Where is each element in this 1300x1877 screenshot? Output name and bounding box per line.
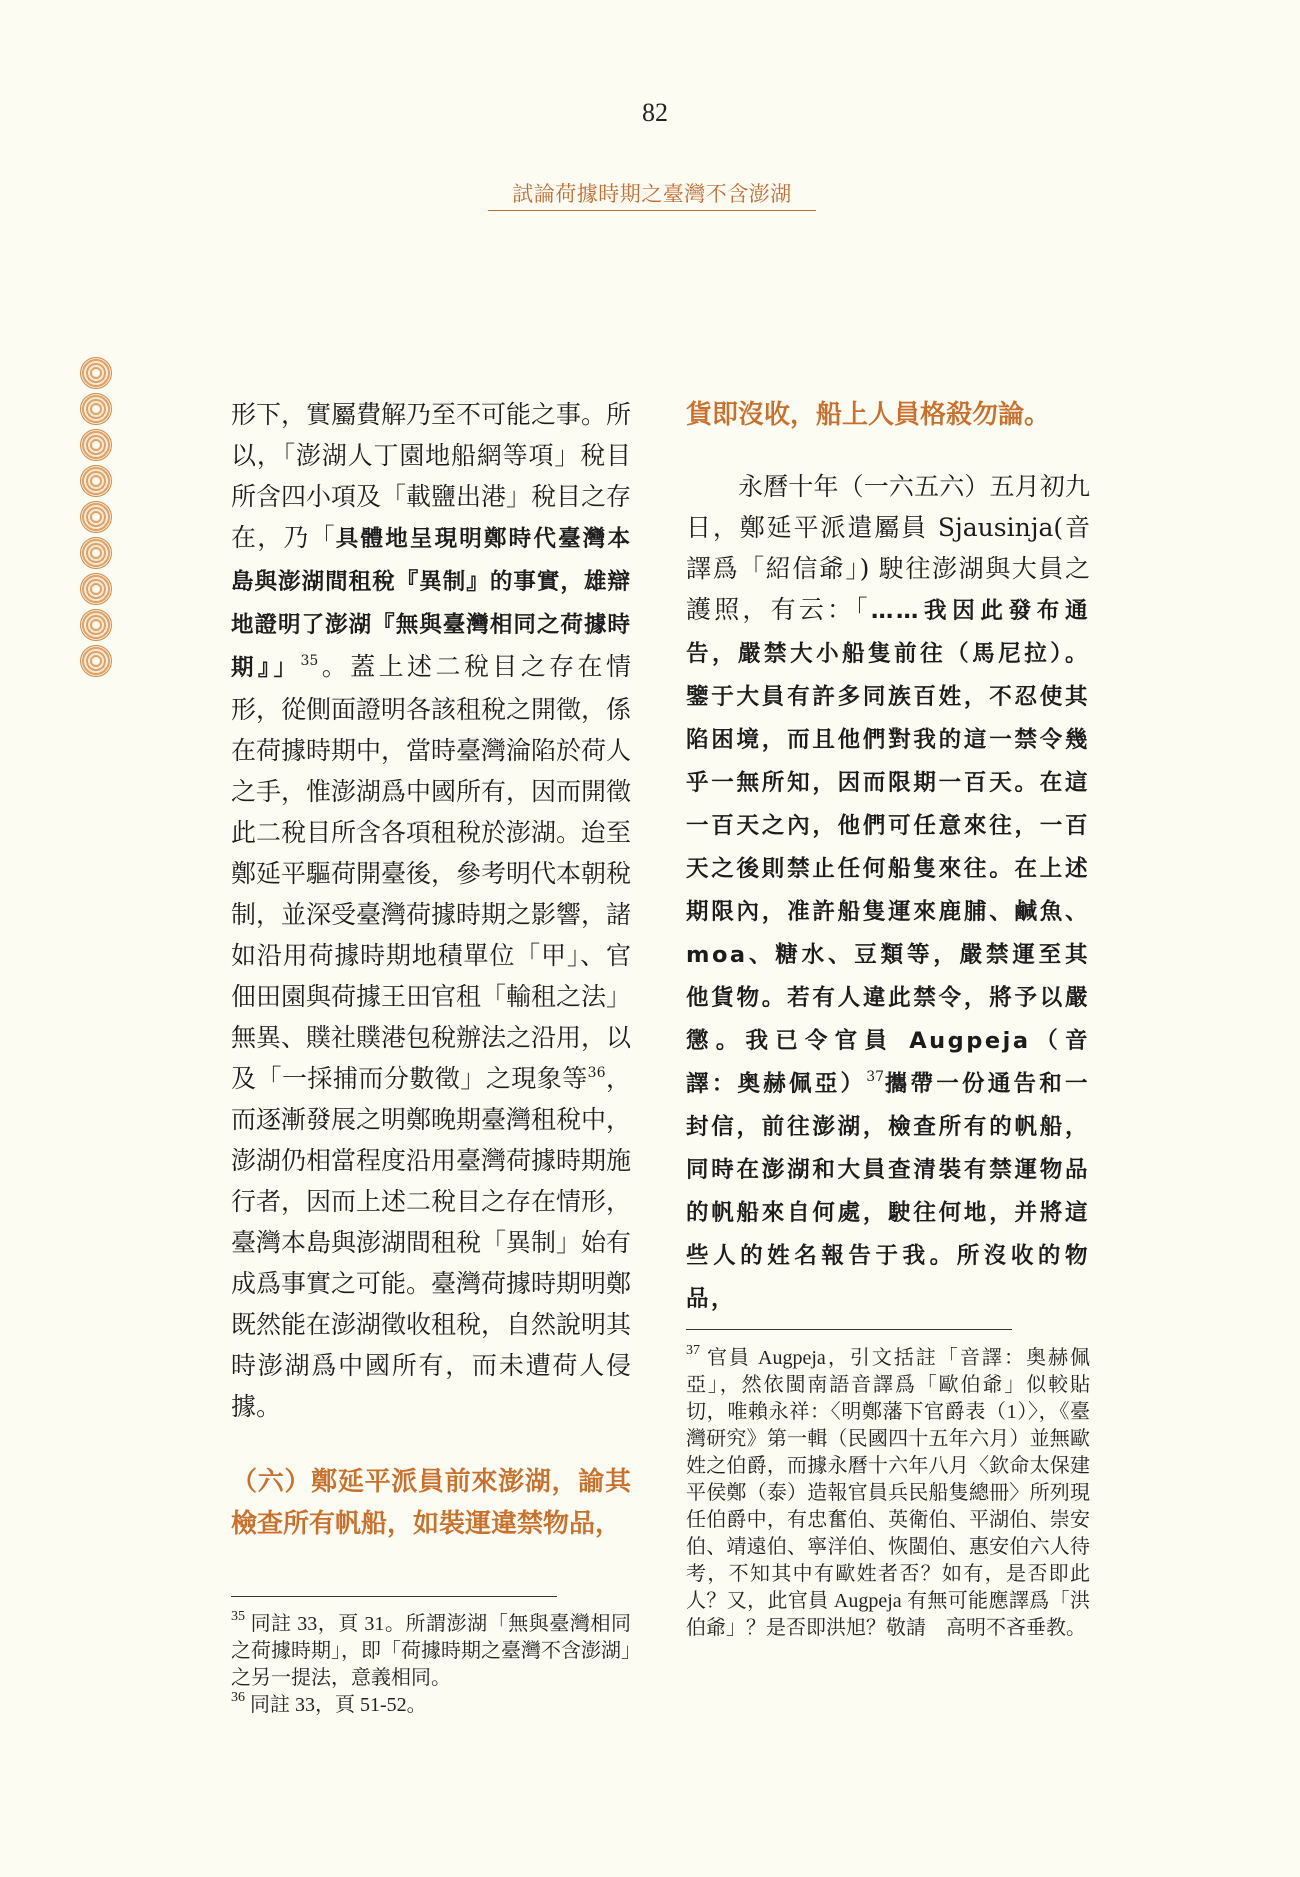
bead-ornament-icon xyxy=(80,645,112,677)
footnote-number: 35 xyxy=(231,1609,245,1624)
section-heading: （六）鄭延平派員前來澎湖，諭其檢查所有帆船，如裝運違禁物品， xyxy=(231,1467,631,1539)
body-text: 。蓋上述二稅目之存在情形，從側面證明各該租稅之開徵，係在荷據時期中，當時臺灣淪陷於荷人之手，惟澎湖爲中國所有，因而開徵此二稅目所含各項租稅於澎湖。迨至鄭延平驅荷開臺後，參考明代本朝稅制，並深受臺灣荷據時期之影響，諸如沿用荷據時期地積單位「甲」、官佃田園與荷據王田官租「輸租之法」無異、贌社贌港包稅辦法之沿用，以及「一採捕而分數徵」之現象等 xyxy=(231,652,632,1093)
bead-ornament-icon xyxy=(80,393,112,425)
footnote-divider xyxy=(231,1596,557,1597)
bead-ornament-icon xyxy=(80,609,112,641)
page-number: 82 xyxy=(642,98,668,127)
section-heading-continued: 貨即沒收，船上人員格殺勿論。 xyxy=(686,400,1051,430)
body-paragraph xyxy=(686,466,1090,1320)
body-text: 永曆十年（一六五六）五月初九日，鄭延平派遣屬員 Sjausinja(音譯爲「紹信爺」) 駛往澎湖與大員之護照，有云：「 xyxy=(686,472,1090,624)
quoted-passage: 攜帶一份通告和一封信，前往澎湖，檢查所有的帆船，同時在澎湖和大員查清裝有禁運物品的帆船來自何處，駛往何地，并將這些人的姓名報告于我。所沒收的物品， xyxy=(686,1071,1090,1312)
footnote-text: 同註 33，頁 51-52。 xyxy=(250,1694,427,1716)
footnote xyxy=(686,1345,1090,1642)
footnote-text: 同註 33，頁 31。所謂澎湖「無與臺灣相同之荷據時期」，即「荷據時期之臺灣不含澎湖」之另一提法，意義相同。 xyxy=(231,1613,632,1689)
body-text: 形下，實屬費解乃至不可能之事。所以，「澎湖人丁園地船網等項」稅目所含四小項及「載鹽出港」稅目之存在，乃「 xyxy=(231,400,632,552)
footnote xyxy=(231,1692,631,1719)
body-text: ，而逐漸發展之明鄭晚期臺灣租稅中，澎湖仍相當程度沿用臺灣荷據時期施行者，因而上述二稅目之存在情形，臺灣本島與澎湖間租稅「異制」始有成爲事實之可能。臺灣荷據時期明鄭既然能在澎湖徵收租稅，自然說明其時澎湖爲中國所有，而未遭荷人侵據。 xyxy=(231,1064,632,1421)
quoted-passage: ……我因此發布通告，嚴禁大小船隻前往（馬尼拉）。鑒于大員有許多同族百姓，不忍使其陷困境，而且他們對我的這一禁令幾乎一無所知，因而限期一百天。在這一百天之內，他們可任意來往，一百天之後則禁止任何船隻來往。在上述期限內，准許船隻運來鹿脯、鹹魚、moa、糖水、豆類等，嚴禁運至其他貨物。若有人違此禁令，將予以嚴懲。我已令官員 Augpeja（音譯：奥赫佩亞） xyxy=(686,598,1090,1097)
bead-ornament-icon xyxy=(80,429,112,461)
footnote-ref: 36 xyxy=(587,1065,606,1081)
footnote-text: 官員 Augpeja，引文括註「音譯：奥赫佩亞」，然依閩南語音譯爲「歐伯爺」似較貼切，唯賴永祥：〈明鄭藩下官爵表（1）〉，《臺灣研究》第一輯（民國四十五年六月）並無歐姓之伯爵，而據永曆十六年八月〈欽命太保建平侯鄭（泰）造報官員兵民船隻總冊〉所列現任伯爵中，有忠奮伯、英衛伯、平湖伯、崇安伯、靖遠伯、寧洋伯、恢閩伯、惠安伯六人待考，不知其中有歐姓者否？如有，是否即此人？又，此官員 Augpeja 有無可能應譯爲「洪伯爺」？是否即洪旭？敬請 高明不吝垂教。 xyxy=(686,1347,1090,1639)
footnotes-right xyxy=(686,1345,1090,1642)
quoted-emphasis: 具體地呈現明鄭時代臺灣本島與澎湖間租稅『異制』的事實，雄辯地證明了澎湖『無與臺灣相同之荷據時期』」 xyxy=(231,526,631,681)
bead-ornament-icon xyxy=(80,573,112,605)
footnotes-left xyxy=(231,1611,631,1719)
footnote-ref: 35 xyxy=(300,653,319,669)
footnote xyxy=(231,1611,631,1692)
bead-ornament-icon xyxy=(80,465,112,497)
decorative-bead-border xyxy=(80,357,116,681)
body-paragraph xyxy=(231,394,631,1427)
footnote-divider xyxy=(686,1329,1012,1330)
running-header: 試論荷據時期之臺灣不含澎湖 xyxy=(488,178,816,211)
bead-ornament-icon xyxy=(80,537,112,569)
footnote-number: 36 xyxy=(231,1690,245,1705)
left-text-column xyxy=(231,394,631,1545)
bead-ornament-icon xyxy=(80,501,112,533)
bead-ornament-icon xyxy=(80,357,112,389)
footnote-ref: 37 xyxy=(866,1069,885,1085)
right-text-column xyxy=(686,394,1090,1320)
footnote-number: 37 xyxy=(686,1343,700,1358)
